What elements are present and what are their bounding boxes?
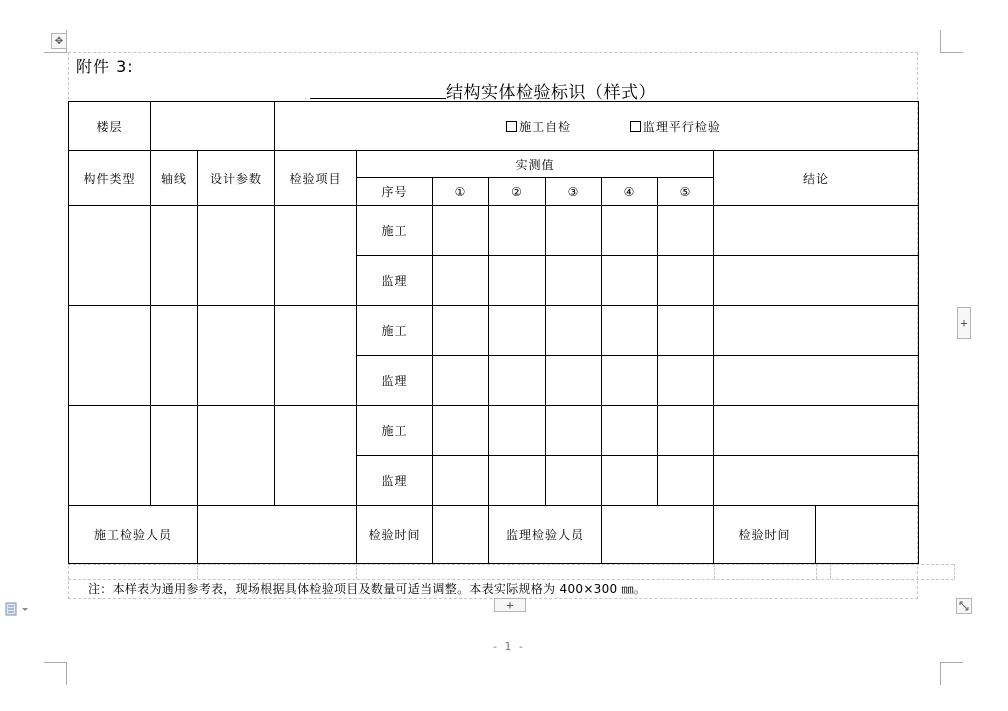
col-point-3: ③ [546,178,602,206]
conclusion-cell[interactable] [714,206,919,256]
inspection-time-2-label: 检验时间 [738,528,791,542]
supervision-inspector-label: 监理检验人员 [505,528,584,542]
component-type-cell[interactable] [69,306,151,406]
conclusion-cell[interactable] [714,406,919,456]
value-cell[interactable] [433,456,489,506]
col-measured [357,151,714,178]
inspection-time-2-label-cell [714,506,816,564]
design-params-cell[interactable] [198,206,275,306]
col-inspection-item [275,151,357,206]
col-axis [151,151,198,206]
value-cell[interactable] [602,256,658,306]
paragraph-menu-icon[interactable] [5,601,31,615]
add-column-button[interactable]: + [957,307,971,339]
inspection-item-cell[interactable] [275,306,357,406]
value-cell[interactable] [489,206,546,256]
value-cell[interactable] [546,456,602,506]
floor-row [69,102,919,151]
text-boundary-top [68,52,918,53]
table-end-guide-v5 [356,564,357,579]
col-point-1: ① [433,178,489,206]
floor-value-cell[interactable] [151,102,275,151]
component-type-cell[interactable] [69,206,151,306]
axis-cell[interactable] [151,206,198,306]
component-type-cell[interactable] [69,406,151,506]
text-boundary-bottom [68,598,918,599]
value-cell[interactable] [546,256,602,306]
design-params-label: 设计参数 [209,171,262,186]
value-cell[interactable] [489,456,546,506]
crop-mark-top-right [940,30,963,53]
supervision-label-cell [357,256,433,306]
construction-label: 施工 [381,424,408,438]
value-cell[interactable] [546,206,602,256]
table-row [69,306,919,356]
value-cell[interactable] [433,256,489,306]
construction-label: 施工 [381,324,408,338]
inspection-form-table [68,101,919,564]
inspection-time-label-cell [357,506,433,564]
value-cell[interactable] [489,406,546,456]
component-type-label: 构件类型 [83,171,136,186]
construction-label-cell [357,206,433,256]
inspection-item-label: 检验项目 [289,171,342,186]
construction-label-cell [357,306,433,356]
design-params-cell[interactable] [198,406,275,506]
supervision-label: 监理 [381,474,408,488]
supervision-inspector-label-cell [489,506,602,564]
measured-label: 实测值 [515,157,555,172]
axis-label: 轴线 [160,171,187,186]
supervision-inspector-value-cell[interactable] [602,506,714,564]
inspection-time-value-cell[interactable] [433,506,489,564]
checkbox-icon[interactable] [630,121,641,132]
construction-label-cell [357,406,433,456]
table-row [69,206,919,256]
table-move-handle-icon[interactable]: ✥ [51,33,67,49]
value-cell[interactable] [489,306,546,356]
value-cell[interactable] [546,306,602,356]
header-row-1 [69,151,919,178]
conclusion-cell[interactable] [714,456,919,506]
attachment-label: 附件 3: [76,57,134,76]
signature-row [69,506,919,564]
self-check-checkbox[interactable] [506,120,576,134]
conclusion-cell[interactable] [714,256,919,306]
supervision-label: 监理 [381,374,408,388]
col-point-4: ④ [602,178,658,206]
value-cell[interactable] [433,206,489,256]
value-cell[interactable] [602,306,658,356]
col-conclusion [714,151,919,206]
value-cell[interactable] [658,306,714,356]
table-end-guide-v6 [714,564,715,579]
floor-label-cell [69,102,151,151]
table-row [69,406,919,456]
crop-mark-bottom-left [44,662,67,685]
construction-inspector-label-cell [69,506,198,564]
conclusion-cell[interactable] [714,306,919,356]
value-cell[interactable] [602,356,658,406]
construction-inspector-value-cell[interactable] [198,506,357,564]
inspection-time-label: 检验时间 [368,528,421,542]
value-cell[interactable] [658,256,714,306]
supervision-label: 监理 [381,274,408,288]
construction-inspector-label: 施工检验人员 [93,528,172,542]
value-cell[interactable] [602,456,658,506]
col-serial [357,178,433,206]
conclusion-label: 结论 [802,171,829,186]
value-cell[interactable] [546,356,602,406]
value-cell[interactable] [658,356,714,406]
value-cell[interactable] [602,206,658,256]
col-design-params [198,151,275,206]
table-end-guide-v [954,564,955,579]
check-type-cell [275,102,919,151]
inspection-time-2-value-cell[interactable] [816,506,919,564]
supervise-check-checkbox[interactable] [630,120,721,134]
supervise-check-label: 监理平行检验 [642,119,721,134]
value-cell[interactable] [602,406,658,456]
supervision-label-cell [357,456,433,506]
table-end-guide-v2 [816,564,817,579]
title-underline-blank [310,98,446,99]
crop-mark-bottom-right [940,662,963,685]
conclusion-cell[interactable] [714,356,919,406]
value-cell[interactable] [489,256,546,306]
table-resize-icon[interactable] [956,598,972,614]
inspection-item-cell[interactable] [275,206,357,306]
document-title: 结构实体检验标识（样式） [446,83,656,103]
value-cell[interactable] [489,356,546,406]
col-component-type [69,151,151,206]
design-params-cell[interactable] [198,306,275,406]
checkbox-icon[interactable] [506,121,517,132]
axis-cell[interactable] [151,406,198,506]
value-cell[interactable] [658,206,714,256]
construction-label: 施工 [381,224,408,238]
value-cell[interactable] [433,306,489,356]
value-cell[interactable] [658,406,714,456]
serial-label: 序号 [381,185,408,199]
table-end-guide-v4 [197,564,198,579]
add-row-button[interactable]: + [494,598,526,612]
supervision-label-cell [357,356,433,406]
inspection-item-cell[interactable] [275,406,357,506]
value-cell[interactable] [433,356,489,406]
value-cell[interactable] [433,406,489,456]
table-note: 注：本样表为通用参考表，现场根据具体检验项目及数量可适当调整。本表实际规格为 400×300 ㎜。 [88,582,647,596]
value-cell[interactable] [658,456,714,506]
table-end-guide [68,564,954,565]
col-point-2: ② [489,178,546,206]
axis-cell[interactable] [151,306,198,406]
col-point-5: ⑤ [658,178,714,206]
floor-label: 楼层 [96,119,123,134]
page-number: - 1 - [493,640,525,653]
self-check-label: 施工自检 [519,119,572,134]
value-cell[interactable] [546,406,602,456]
table-end-guide-v3 [830,564,831,579]
